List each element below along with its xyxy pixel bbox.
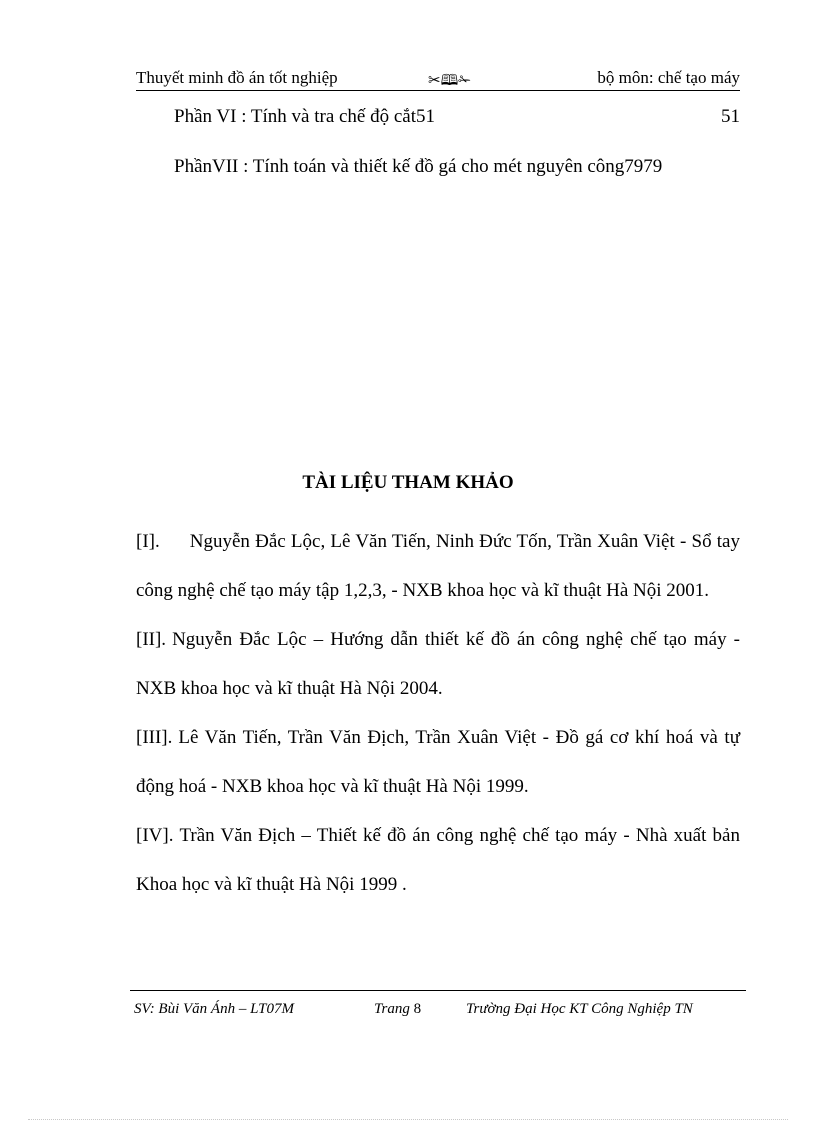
references-heading: TÀI LIỆU THAM KHẢO [302, 472, 514, 493]
toc-entry-page: 51 [721, 106, 740, 127]
footer-student: SV: Bùi Văn Ánh – LT07M [134, 1001, 294, 1017]
reference-item [136, 713, 740, 811]
footer-school: Trường Đại Học KT Công Nghiệp TN [466, 1001, 693, 1017]
toc-entry-part-6 [174, 106, 740, 128]
footer-page-number: 8 [413, 1001, 422, 1017]
page-bottom-edge [28, 1119, 788, 1120]
reference-tag: [II]. [136, 629, 167, 650]
reference-text: Trần Văn Địch – Thiết kế đồ án công nghệ chế tạo máy - Nhà xuất bản Khoa học và kĩ thuật Hà Nội 1999 . [136, 825, 740, 895]
reference-tag: [I]. [136, 531, 160, 552]
footer-page-label: Trang [374, 1001, 410, 1017]
header-department: bộ môn: chế tạo máy [597, 68, 740, 87]
toc-entry-part-7 [174, 156, 740, 178]
reference-text: Lê Văn Tiến, Trần Văn Địch, Trần Xuân Việt - Đồ gá cơ khí hoá và tự động hoá - NXB khoa học và kĩ thuật Hà Nội 1999. [136, 727, 740, 797]
footer-page [374, 1001, 421, 1018]
references-list [136, 517, 740, 909]
reference-item [136, 811, 740, 909]
reference-text: Nguyễn Đắc Lộc, Lê Văn Tiến, Ninh Đức Tốn, Trần Xuân Việt - Sổ tay công nghệ chế tạo máy tập 1,2,3, - NXB khoa học và kĩ thuật Hà Nội 2001. [136, 531, 740, 601]
header-ornament-icon: ✂🕮✁ [428, 73, 471, 89]
reference-item [136, 615, 740, 713]
footer-divider [130, 990, 746, 991]
reference-item [136, 517, 740, 615]
page-header [136, 64, 740, 91]
reference-tag: [IV]. [136, 825, 174, 846]
header-document-title: Thuyết minh đồ án tốt nghiệp [136, 68, 338, 87]
toc-entry-label: PhầnVII : Tính toán và thiết kế đồ gá cho mét nguyên công7979 [174, 156, 663, 177]
reference-tag: [III]. [136, 727, 173, 748]
toc-entry-label: Phần VI : Tính và tra chế độ cắt51 [174, 106, 436, 127]
reference-text: Nguyễn Đắc Lộc – Hướng dẫn thiết kế đồ án công nghệ chế tạo máy - NXB khoa học và kĩ thuật Hà Nội 2004. [136, 629, 740, 699]
